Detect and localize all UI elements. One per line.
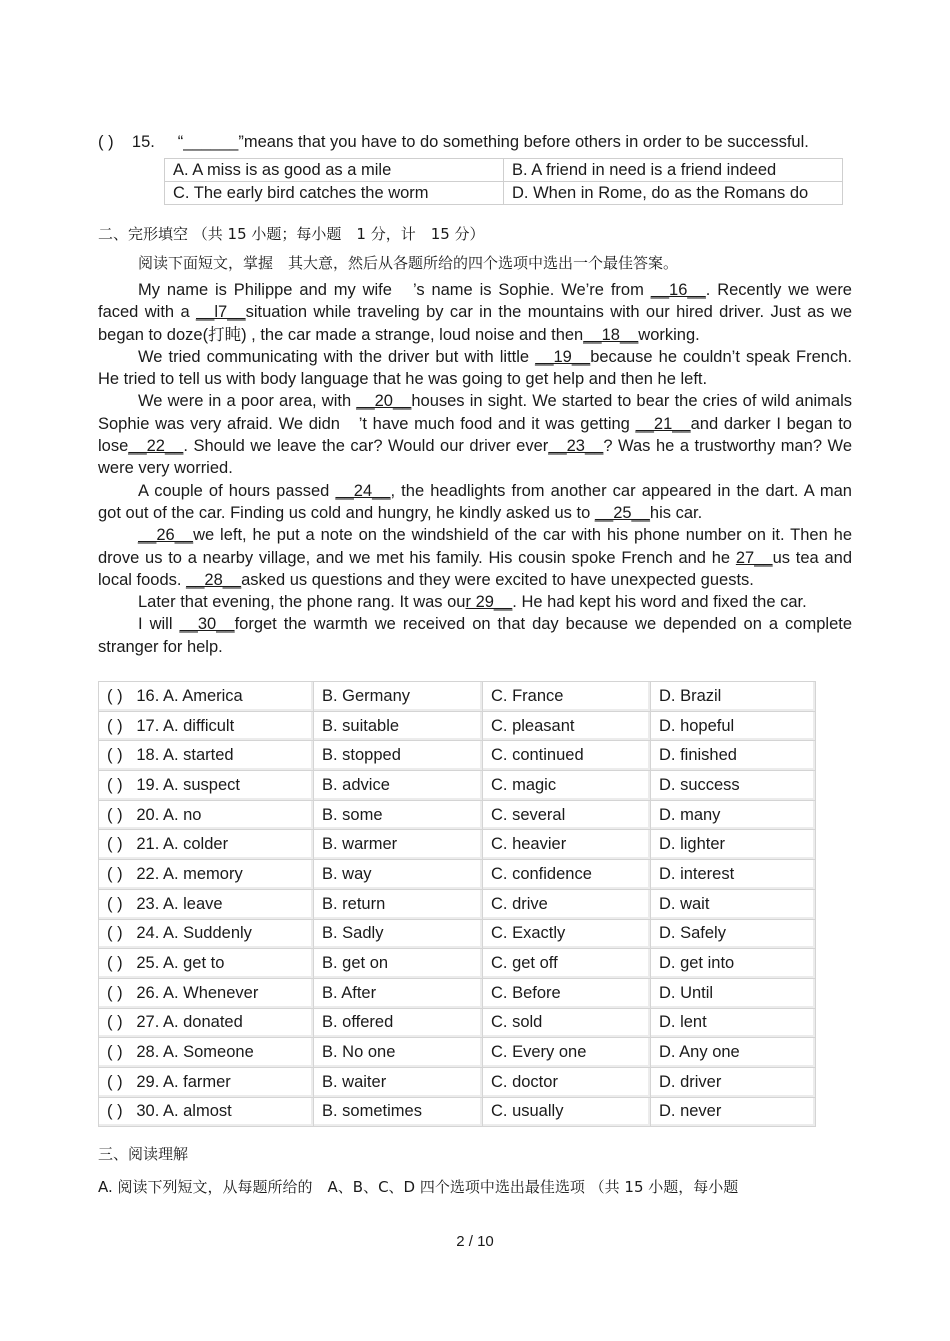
- question-row: [99, 949, 816, 979]
- option-cell: [651, 860, 816, 890]
- option-c: C. pleasant: [491, 716, 575, 735]
- option-cell: [483, 1067, 651, 1097]
- answer-paren: ( ): [107, 805, 123, 824]
- option-cell: [99, 1097, 314, 1127]
- option-b: B. A friend in need is a friend indeed: [504, 159, 843, 182]
- option-cell: [651, 1008, 816, 1038]
- blank-24: __24__: [335, 481, 391, 500]
- option-d: D. Safely: [659, 924, 726, 943]
- option-d: D. Brazil: [659, 686, 722, 705]
- option-cell: [99, 1008, 314, 1038]
- option-cell: [314, 889, 483, 919]
- option-c: C. continued: [491, 746, 584, 765]
- option-c: C. usually: [491, 1102, 564, 1121]
- option-b: B. suitable: [322, 716, 400, 735]
- option-b: B. sometimes: [322, 1102, 422, 1121]
- option-d: D. finished: [659, 746, 737, 765]
- paragraph-2: We tried communicating with the driver but with little __19__because he couldn’t speak French. He tried to tell us with body language that he was going to get help and then he left.: [98, 347, 852, 389]
- answer-paren: ( ): [107, 775, 123, 794]
- blank-20: __20__: [356, 392, 412, 411]
- option-b: B. some: [322, 805, 383, 824]
- option-cell: [99, 860, 314, 890]
- question-row: [99, 1038, 816, 1068]
- option-cell: [651, 1067, 816, 1097]
- option-a: 29. A. farmer: [136, 1072, 231, 1091]
- answer-paren: ( ): [107, 954, 123, 973]
- option-cell: [483, 889, 651, 919]
- blank-16: __16__: [650, 281, 706, 299]
- option-c: C. confidence: [491, 864, 592, 883]
- option-cell: [99, 949, 314, 979]
- option-a: 18. A. started: [136, 746, 234, 765]
- option-cell: [314, 1067, 483, 1097]
- option-d: D. interest: [659, 864, 735, 883]
- blank-21: __21__: [635, 414, 691, 433]
- option-b: B. After: [322, 983, 377, 1002]
- option-d: D. never: [659, 1102, 722, 1121]
- answer-paren: ( ): [107, 894, 123, 913]
- answer-paren: ( ): [107, 1043, 123, 1062]
- option-b: B. Sadly: [322, 924, 384, 943]
- answer-paren: ( ): [107, 864, 123, 883]
- option-d: D. hopeful: [659, 716, 735, 735]
- question-row: [99, 1097, 816, 1127]
- paragraph-3: We were in a poor area, with __20__houses in sight. We started to bear the cries of wild animals Sophie was very afraid. We didn ’t have much food and it was getting __21__and darker I began to lose__22__. Should we leave the car? Would our driver ever__23__? Was he a trustworthy man? We were very worried.: [98, 392, 853, 478]
- option-cell: [99, 978, 314, 1008]
- option-d: D. driver: [659, 1072, 722, 1091]
- option-a: 22. A. memory: [136, 864, 243, 883]
- blank-25: __25__: [594, 503, 650, 522]
- question-row: [99, 919, 816, 949]
- option-c: C. get off: [491, 954, 558, 973]
- section-3-instruction: A. 阅读下列短文，从每题所给的 A、B、C、D 四个选项中选出最佳选项 （共 15 小题，每小题: [98, 1178, 739, 1196]
- option-cell: [651, 711, 816, 741]
- option-c: C. Exactly: [491, 924, 566, 943]
- question-row: [99, 800, 816, 830]
- option-d: D. many: [659, 805, 721, 824]
- option-d: D. success: [659, 775, 740, 794]
- option-cell: [483, 682, 651, 712]
- option-cell: [483, 711, 651, 741]
- question-row: [99, 771, 816, 801]
- paragraph-4: A couple of hours passed __24__, the headlights from another car appeared in the dart. A man got out of the car. Finding us cold and hungry, he kindly asked us to __25__his car.: [98, 481, 852, 522]
- option-a: 23. A. leave: [136, 894, 223, 913]
- option-cell: [99, 741, 314, 771]
- answer-paren: ( ): [107, 1013, 123, 1032]
- option-b: B. stopped: [322, 746, 401, 765]
- open-quote: “: [177, 133, 184, 151]
- option-cell: [99, 771, 314, 801]
- option-cell: [314, 800, 483, 830]
- option-cell: [651, 1038, 816, 1068]
- option-cell: [483, 830, 651, 860]
- answer-paren: ( ): [107, 924, 123, 943]
- close-quote: ”: [238, 133, 244, 151]
- option-a: 21. A. colder: [136, 835, 229, 854]
- question-row: [99, 860, 816, 890]
- option-cell: [99, 682, 314, 712]
- question-row: [99, 741, 816, 771]
- option-cell: [483, 1008, 651, 1038]
- option-cell: [314, 1097, 483, 1127]
- option-d: D. Any one: [659, 1043, 740, 1062]
- option-cell: [651, 978, 816, 1008]
- option-cell: [651, 949, 816, 979]
- answer-paren: ( ): [107, 716, 123, 735]
- blank-19: __19__: [535, 347, 591, 366]
- option-cell: [651, 1097, 816, 1127]
- paragraph-5: __26__we left, he put a note on the windshield of the car with his phone number on it. Then he drove us to a nearby village, and we met his family. His cousin spoke French and he 27__us tea and local foods. __28__asked us questions and they were excited to have unexpected guests.: [98, 526, 852, 589]
- option-cell: [314, 919, 483, 949]
- question-row: [99, 1067, 816, 1097]
- question-row: [99, 889, 816, 919]
- answer-paren: ( ): [107, 746, 123, 765]
- option-cell: [99, 830, 314, 860]
- question-row: [99, 1008, 816, 1038]
- answer-paren: ( ): [98, 133, 114, 151]
- blank-23: __23__: [548, 437, 604, 456]
- option-cell: [314, 1038, 483, 1068]
- option-cell: [483, 860, 651, 890]
- option-c: C. Before: [491, 983, 561, 1002]
- option-cell: [314, 771, 483, 801]
- question-15-options: [164, 158, 843, 205]
- answer-paren: ( ): [107, 686, 123, 705]
- option-b: B. get on: [322, 954, 389, 973]
- option-cell: [651, 889, 816, 919]
- option-cell: [651, 741, 816, 771]
- question-15: [98, 133, 809, 152]
- section-2-instruction: 阅读下面短文，掌握 其大意，然后从各题所给的四个选项中选出一个最佳答案。: [138, 254, 679, 272]
- section-2-title: 二、完形填空 （共 15 小题；每小题 1 分，计 15 分）: [98, 225, 485, 243]
- option-a: 19. A. suspect: [136, 775, 240, 794]
- option-cell: [99, 800, 314, 830]
- option-c: C. France: [491, 686, 564, 705]
- blank-18: __18__: [583, 325, 639, 344]
- blank-28: __28__: [186, 570, 242, 589]
- option-a: 28. A. Someone: [136, 1043, 254, 1062]
- paragraph-1: My name is Philippe and my wife ’s name is Sophie. We’re from __16__. Recently we were faced with a __l7__situation while traveling by car in the mountains with our hired driver. Just as we began to doze(打盹) , the car made a strange, loud noise and then__18__working.: [98, 281, 852, 344]
- option-cell: [483, 1097, 651, 1127]
- option-d: D. When in Rome, do as the Romans do: [504, 182, 843, 205]
- option-cell: [651, 800, 816, 830]
- option-b: B. Germany: [322, 686, 411, 705]
- paragraph-6: Later that evening, the phone rang. It was our 29__. He had kept his word and fixed the car.: [138, 593, 807, 612]
- option-d: D. wait: [659, 894, 710, 913]
- option-cell: [99, 1038, 314, 1068]
- paragraph-7: I will __30__forget the warmth we received on that day because we depended on a complete stranger for help.: [98, 615, 853, 656]
- blank-22: __22__: [128, 437, 184, 456]
- option-d: D. get into: [659, 954, 735, 973]
- option-cell: [99, 711, 314, 741]
- option-a: 25. A. get to: [136, 954, 225, 973]
- option-b: B. waiter: [322, 1072, 387, 1091]
- question-row: [99, 711, 816, 741]
- option-cell: [483, 741, 651, 771]
- option-cell: [483, 1038, 651, 1068]
- option-cell: [314, 978, 483, 1008]
- option-c: C. drive: [491, 894, 548, 913]
- question-row: [99, 682, 816, 712]
- blank-27: 27__: [735, 548, 773, 567]
- option-b: B. advice: [322, 775, 390, 794]
- answer-paren: ( ): [107, 835, 123, 854]
- option-cell: [99, 889, 314, 919]
- option-cell: [483, 978, 651, 1008]
- option-cell: [483, 919, 651, 949]
- option-c: C. magic: [491, 775, 557, 794]
- option-c: C. sold: [491, 1013, 543, 1032]
- question-blank: ______: [183, 133, 239, 151]
- option-cell: [314, 830, 483, 860]
- option-a: 30. A. almost: [136, 1102, 232, 1121]
- option-d: D. Until: [659, 983, 714, 1002]
- option-b: B. offered: [322, 1013, 394, 1032]
- option-cell: [483, 771, 651, 801]
- option-c: C. Every one: [491, 1043, 587, 1062]
- option-cell: [483, 949, 651, 979]
- option-cell: [651, 771, 816, 801]
- option-cell: [314, 860, 483, 890]
- answer-paren: ( ): [107, 983, 123, 1002]
- cloze-options-table: [98, 681, 816, 1127]
- option-a: 24. A. Suddenly: [136, 924, 252, 943]
- blank-29: r 29__: [465, 593, 513, 612]
- option-d: D. lighter: [659, 835, 726, 854]
- question-number: 15.: [131, 133, 155, 151]
- option-c: C. heavier: [491, 835, 567, 854]
- option-b: B. way: [322, 864, 372, 883]
- blank-26: __26__: [138, 526, 194, 545]
- option-cell: [314, 682, 483, 712]
- option-cell: [99, 919, 314, 949]
- option-a: 20. A. no: [136, 805, 202, 824]
- option-cell: [99, 1067, 314, 1097]
- option-c: C. several: [491, 805, 566, 824]
- option-a: 16. A. America: [136, 686, 243, 705]
- cloze-passage: [98, 279, 852, 658]
- option-b: B. return: [322, 894, 386, 913]
- option-c: C. doctor: [491, 1072, 558, 1091]
- option-c: C. The early bird catches the worm: [165, 182, 504, 205]
- answer-paren: ( ): [107, 1102, 123, 1121]
- option-cell: [314, 1008, 483, 1038]
- option-cell: [651, 919, 816, 949]
- option-a: 17. A. difficult: [136, 716, 235, 735]
- section-3-title: 三、阅读理解: [98, 1145, 189, 1163]
- option-cell: [314, 711, 483, 741]
- option-d: D. lent: [659, 1013, 707, 1032]
- question-text: means that you have to do something before others in order to be successful.: [243, 133, 809, 151]
- page-number: 2 / 10: [456, 1233, 494, 1250]
- question-row: [99, 978, 816, 1008]
- option-cell: [483, 800, 651, 830]
- option-cell: [314, 949, 483, 979]
- blank-30: __30__: [179, 615, 235, 634]
- option-cell: [651, 682, 816, 712]
- answer-paren: ( ): [107, 1072, 123, 1091]
- option-a: A. A miss is as good as a mile: [165, 159, 504, 182]
- option-cell: [314, 741, 483, 771]
- option-b: B. warmer: [322, 835, 398, 854]
- question-row: [99, 830, 816, 860]
- option-cell: [651, 830, 816, 860]
- option-a: 26. A. Whenever: [136, 983, 259, 1002]
- blank-17: __l7__: [196, 303, 246, 322]
- option-a: 27. A. donated: [136, 1013, 243, 1032]
- option-b: B. No one: [322, 1043, 396, 1062]
